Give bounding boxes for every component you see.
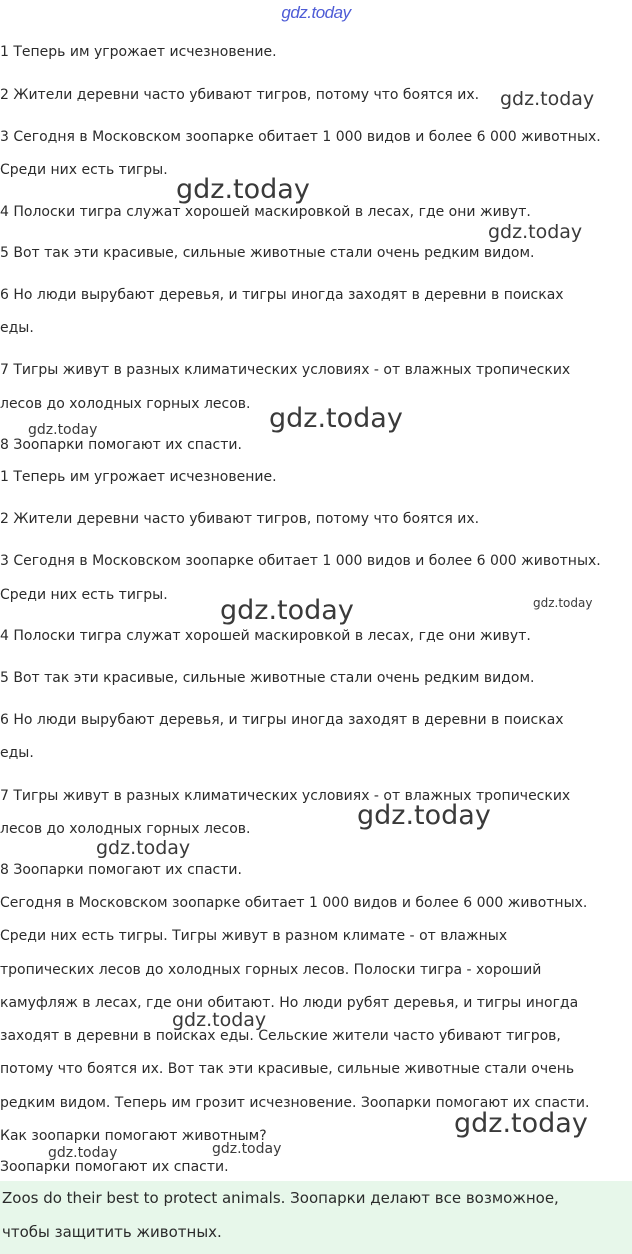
watermark: gdz.today	[454, 1108, 588, 1139]
text-line: 4 Полоски тигра служат хорошей маскировкой в лесах, где они живут.	[0, 628, 531, 644]
text-line: 2 Жители деревни часто убивают тигров, потому что боятся их.	[0, 87, 480, 103]
text-line: Сегодня в Московском зоопарке обитает 1 000 видов и более 6 000 животных.	[0, 895, 588, 911]
text-line: 8 Зоопарки помогают их спасти.	[0, 437, 242, 453]
text-line: Среди них есть тигры. Тигры живут в разном климате - от влажных	[0, 928, 508, 944]
text-line: еды.	[0, 745, 34, 761]
answer-line: Zoos do their best to protect animals. Зоопарки делают все возможное,	[2, 1189, 559, 1207]
watermark: gdz.today	[500, 88, 595, 110]
watermark: gdz.today	[28, 422, 98, 438]
text-line: 5 Вот так эти красивые, сильные животные стали очень редким видом.	[0, 245, 535, 261]
text-line: редким видом. Теперь им грозит исчезновение. Зоопарки помогают их спасти.	[0, 1095, 590, 1111]
text-line: 1 Теперь им угрожает исчезновение.	[0, 469, 277, 485]
watermark: gdz.today	[212, 1141, 282, 1157]
text-line: лесов до холодных горных лесов.	[0, 396, 251, 412]
text-line: Среди них есть тигры.	[0, 162, 168, 178]
text-line: Среди них есть тигры.	[0, 587, 168, 603]
watermark: gdz.today	[357, 800, 491, 831]
text-line: 6 Но люди вырубают деревья, и тигры иногда заходят в деревни в поисках	[0, 287, 564, 303]
text-line: 8 Зоопарки помогают их спасти.	[0, 862, 242, 878]
site-logo[interactable]: gdz.today	[281, 3, 351, 22]
answer-line: чтобы защитить животных.	[2, 1223, 222, 1241]
watermark: gdz.today	[488, 221, 583, 243]
answer-block	[0, 1181, 632, 1254]
text-line: 7 Тигры живут в разных климатических условиях - от влажных тропических	[0, 362, 571, 378]
watermark: gdz.today	[533, 596, 593, 610]
text-line: 6 Но люди вырубают деревья, и тигры иногда заходят в деревни в поисках	[0, 712, 564, 728]
text-line: заходят в деревни в поисках еды. Сельские жители часто убивают тигров,	[0, 1028, 561, 1044]
text-line: 3 Сегодня в Московском зоопарке обитает 1 000 видов и более 6 000 животных.	[0, 553, 601, 569]
text-line: 1 Теперь им угрожает исчезновение.	[0, 44, 277, 60]
text-line: 5 Вот так эти красивые, сильные животные стали очень редким видом.	[0, 670, 535, 686]
text-line: потому что боятся их. Вот так эти красивые, сильные животные стали очень	[0, 1061, 575, 1077]
text-line: еды.	[0, 320, 34, 336]
watermark: gdz.today	[96, 837, 191, 859]
text-line: лесов до холодных горных лесов.	[0, 821, 251, 837]
watermark: gdz.today	[220, 595, 354, 626]
watermark: gdz.today	[172, 1009, 267, 1031]
text-line: 2 Жители деревни часто убивают тигров, потому что боятся их.	[0, 511, 480, 527]
text-line: 3 Сегодня в Московском зоопарке обитает 1 000 видов и более 6 000 животных.	[0, 129, 601, 145]
text-line: тропических лесов до холодных горных лесов. Полоски тигра - хороший	[0, 962, 542, 978]
text-line: Зоопарки помогают их спасти.	[0, 1159, 229, 1175]
text-line: 4 Полоски тигра служат хорошей маскировкой в лесах, где они живут.	[0, 204, 531, 220]
text-line: камуфляж в лесах, где они обитают. Но люди рубят деревья, и тигры иногда	[0, 995, 579, 1011]
watermark: gdz.today	[269, 403, 403, 434]
watermark: gdz.today	[48, 1145, 118, 1161]
watermark: gdz.today	[176, 174, 310, 205]
text-line: 7 Тигры живут в разных климатических условиях - от влажных тропических	[0, 788, 571, 804]
question-line: Как зоопарки помогают животным?	[0, 1128, 267, 1144]
